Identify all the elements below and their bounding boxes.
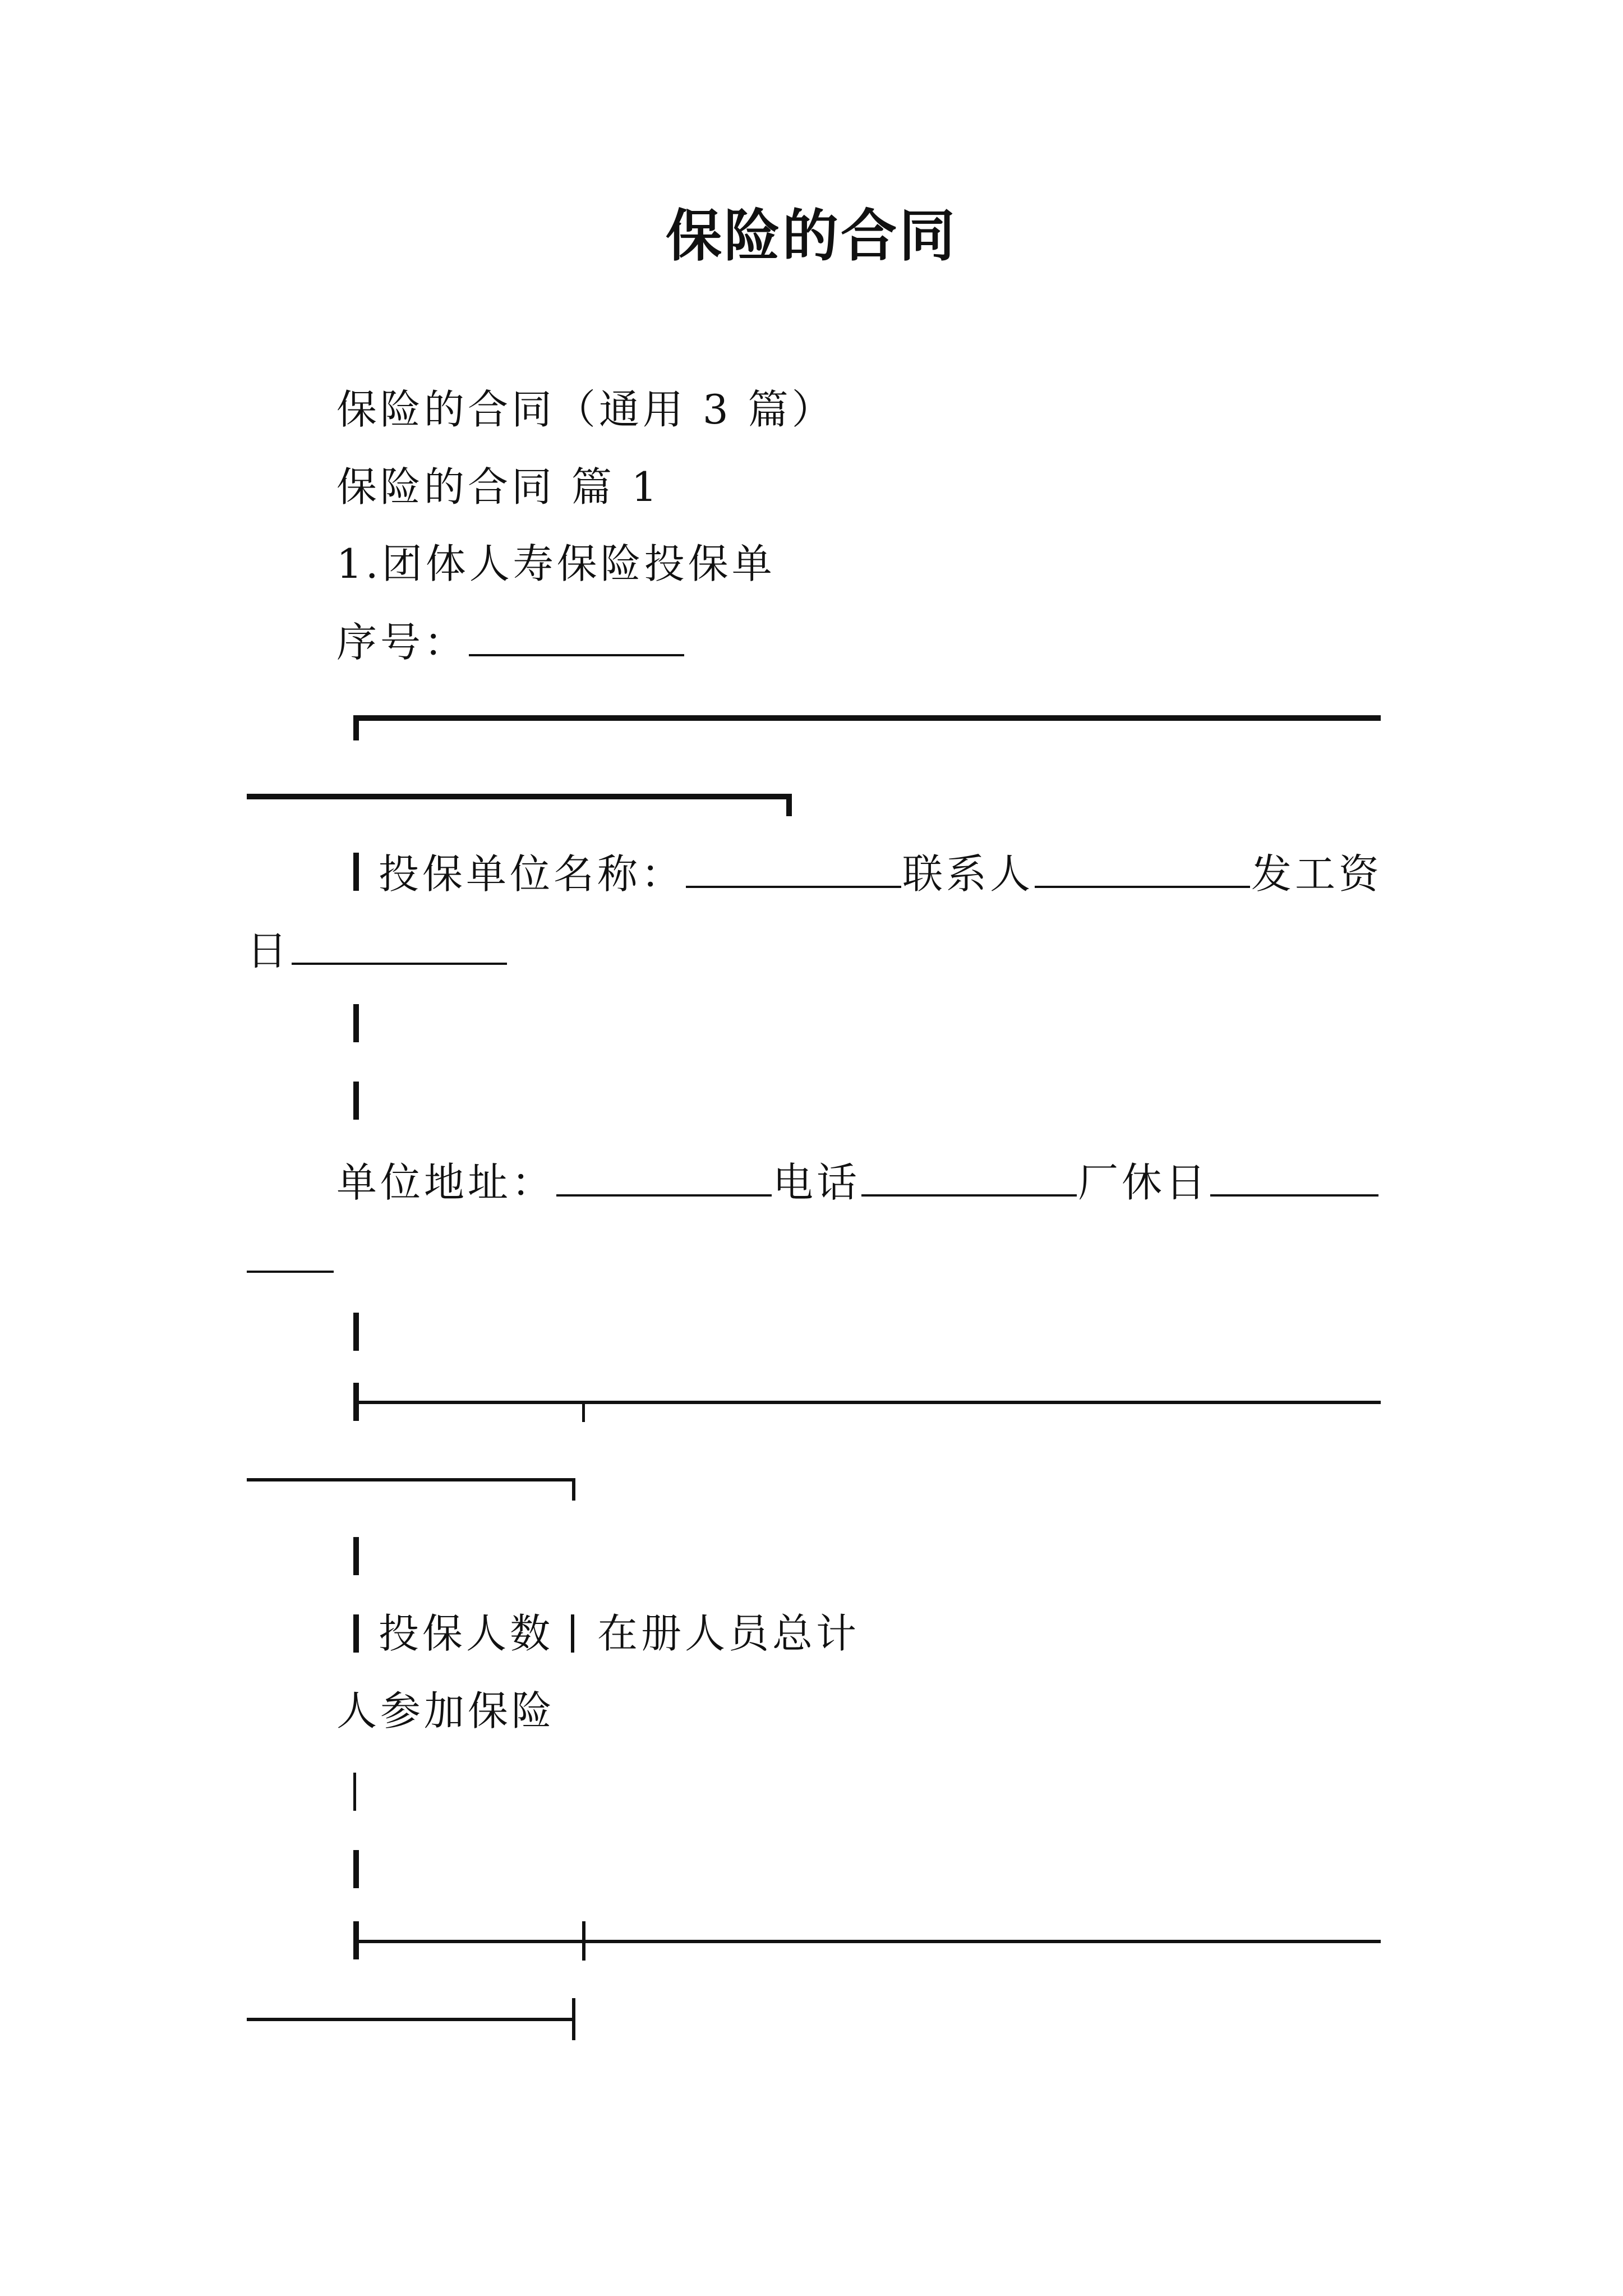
- payday-label: 发工资: [1251, 850, 1383, 898]
- heading-all: 保险的合同（通用 3 篇）: [336, 386, 836, 433]
- insured-count-label: 投保人数: [379, 1610, 554, 1657]
- separator-1-mid-tee: [582, 1401, 585, 1422]
- separator-2-cross: [582, 1921, 585, 1961]
- box-left-border-3: [353, 1082, 359, 1120]
- seq-label: 序号：: [336, 619, 468, 666]
- insurer-line: [379, 844, 1382, 902]
- restday-blank-continued: [247, 1271, 334, 1273]
- insurer-name-blank[interactable]: [686, 844, 901, 888]
- restday-label: 厂休日: [1078, 1159, 1210, 1206]
- payday-tail: 日: [247, 927, 291, 974]
- box-left-border-5: [353, 1537, 359, 1575]
- box-left-border-7: [353, 1773, 356, 1811]
- separator-1-line-continued: [247, 1478, 575, 1481]
- form-title: 1.团体人寿保险投保单: [336, 540, 776, 587]
- box-top-border-1: [353, 715, 1381, 721]
- phone-label: 电话: [773, 1159, 861, 1206]
- box-corner-top-right: [786, 794, 792, 816]
- address-line: [336, 1153, 1380, 1211]
- contact-blank[interactable]: [1035, 844, 1250, 888]
- separator-1-line: [359, 1401, 1381, 1404]
- box-left-border-6: [353, 1614, 359, 1653]
- separator-1-right-corner: [572, 1478, 575, 1501]
- contact-label: 联系人: [902, 850, 1034, 898]
- box-left-border-2: [353, 1004, 359, 1042]
- total-staff-label: 在册人员总计: [597, 1610, 860, 1657]
- document-title: 保险的合同: [666, 203, 957, 269]
- address-blank[interactable]: [556, 1153, 772, 1197]
- separator-2-right-tee: [572, 1998, 575, 2040]
- heading-part1: 保险的合同 篇 1: [336, 463, 661, 510]
- payday-blank[interactable]: [292, 921, 507, 965]
- column-divider: [571, 1614, 574, 1653]
- restday-blank[interactable]: [1210, 1153, 1378, 1197]
- box-left-border-8: [353, 1850, 359, 1888]
- seq-line: [336, 613, 685, 670]
- insurer-name-label: 投保单位名称：: [379, 850, 685, 898]
- address-label: 单位地址：: [336, 1159, 556, 1206]
- separator-2-line-continued: [247, 2018, 575, 2021]
- separator-1-left-tee: [353, 1383, 359, 1421]
- separator-2-left-tee: [353, 1921, 359, 1959]
- seq-blank[interactable]: [469, 613, 684, 656]
- participating-line: 人参加保险: [336, 1687, 556, 1734]
- total-staff-line: [597, 1605, 860, 1662]
- insured-count-line: [379, 1605, 554, 1662]
- box-top-border-2: [247, 794, 791, 799]
- payday-line: [247, 921, 508, 979]
- separator-2-line: [359, 1940, 1381, 1943]
- box-left-border-4: [353, 1313, 359, 1351]
- box-left-border-1: [353, 853, 359, 891]
- phone-blank[interactable]: [861, 1153, 1077, 1197]
